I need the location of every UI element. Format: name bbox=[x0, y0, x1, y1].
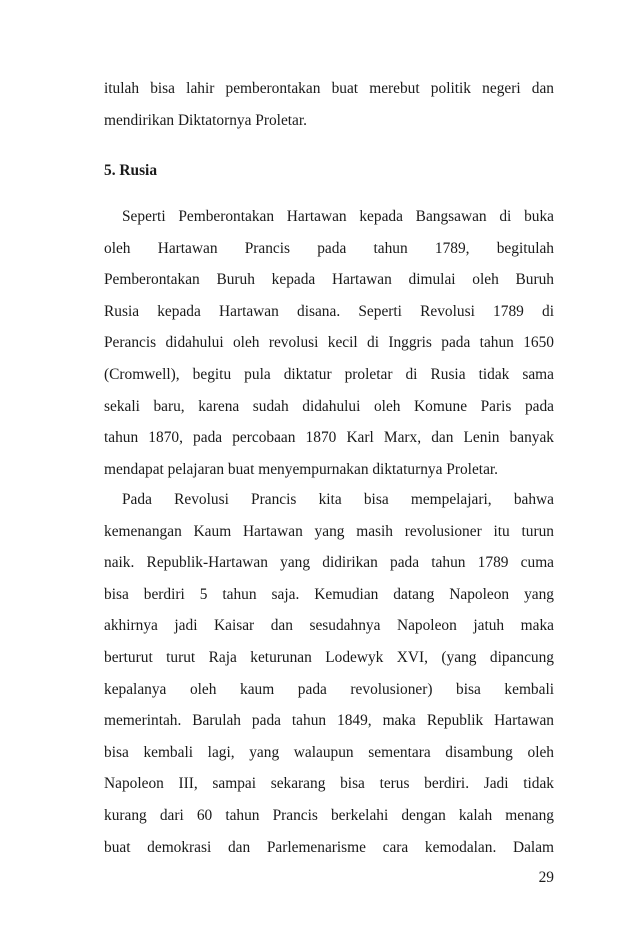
page-number: 29 bbox=[538, 869, 554, 886]
text-line: naik. Republik-Hartawan yang didirikan pada tahun 1789 cuma bbox=[104, 554, 554, 572]
text-line: oleh Hartawan Prancis pada tahun 1789, begitulah bbox=[104, 239, 554, 257]
paragraph-russia-intro bbox=[104, 201, 554, 485]
text-line: Napoleon III, sampai sekarang bisa terus berdiri. Jadi tidak bbox=[104, 775, 554, 793]
text-line: mendapat pelajaran buat menyempurnakan diktaturnya Proletar. bbox=[104, 460, 499, 478]
text-line: memerintah. Barulah pada tahun 1849, maka Republik Hartawan bbox=[104, 712, 554, 730]
text-line: (Cromwell), begitu pula diktatur proletar di Rusia tidak sama bbox=[104, 365, 554, 383]
text-line: Rusia kepada Hartawan disana. Seperti Revolusi 1789 di bbox=[104, 302, 554, 320]
text-line: bisa kembali lagi, yang walaupun sementara disambung oleh bbox=[104, 743, 554, 761]
text-line: buat demokrasi dan Parlemenarisme cara kemodalan. Dalam bbox=[104, 838, 554, 856]
text-line bbox=[104, 484, 554, 516]
text-line-content: Seperti Pemberontakan Hartawan kepada Bangsawan di buka bbox=[122, 208, 554, 225]
text-line: berturut turut Raja keturunan Lodewyk XVI, (yang dipancung bbox=[104, 648, 554, 666]
text-line bbox=[104, 201, 554, 233]
text-line: Perancis didahului oleh revolusi kecil di Inggris pada tahun 1650 bbox=[104, 334, 554, 352]
text-line: sekali baru, karena sudah didahului oleh Komune Paris pada bbox=[104, 397, 554, 415]
text-line: kemenangan Kaum Hartawan yang masih revolusioner itu turun bbox=[104, 522, 554, 540]
text-line: Pemberontakan Buruh kepada Hartawan dimulai oleh Buruh bbox=[104, 271, 554, 289]
paragraph-french-revolution bbox=[104, 484, 554, 863]
text-line: kurang dari 60 tahun Prancis berkelahi dengan kalah menang bbox=[104, 806, 554, 824]
text-line: akhirnya jadi Kaisar dan sesudahnya Napoleon jatuh maka bbox=[104, 617, 554, 635]
text-line: tahun 1870, pada percobaan 1870 Karl Marx, dan Lenin banyak bbox=[104, 429, 554, 447]
text-line: bisa berdiri 5 tahun saja. Kemudian datang Napoleon yang bbox=[104, 585, 554, 603]
text-line-content: Pada Revolusi Prancis kita bisa mempelajari, bahwa bbox=[122, 491, 554, 508]
continuation-paragraph bbox=[104, 73, 554, 136]
text-line: kepalanya oleh kaum pada revolusioner) bisa kembali bbox=[104, 680, 554, 698]
text-line: mendirikan Diktatornya Proletar. bbox=[104, 111, 308, 129]
section-heading: 5. Rusia bbox=[104, 162, 158, 179]
text-line: itulah bisa lahir pemberontakan buat merebut politik negeri dan bbox=[104, 80, 554, 97]
